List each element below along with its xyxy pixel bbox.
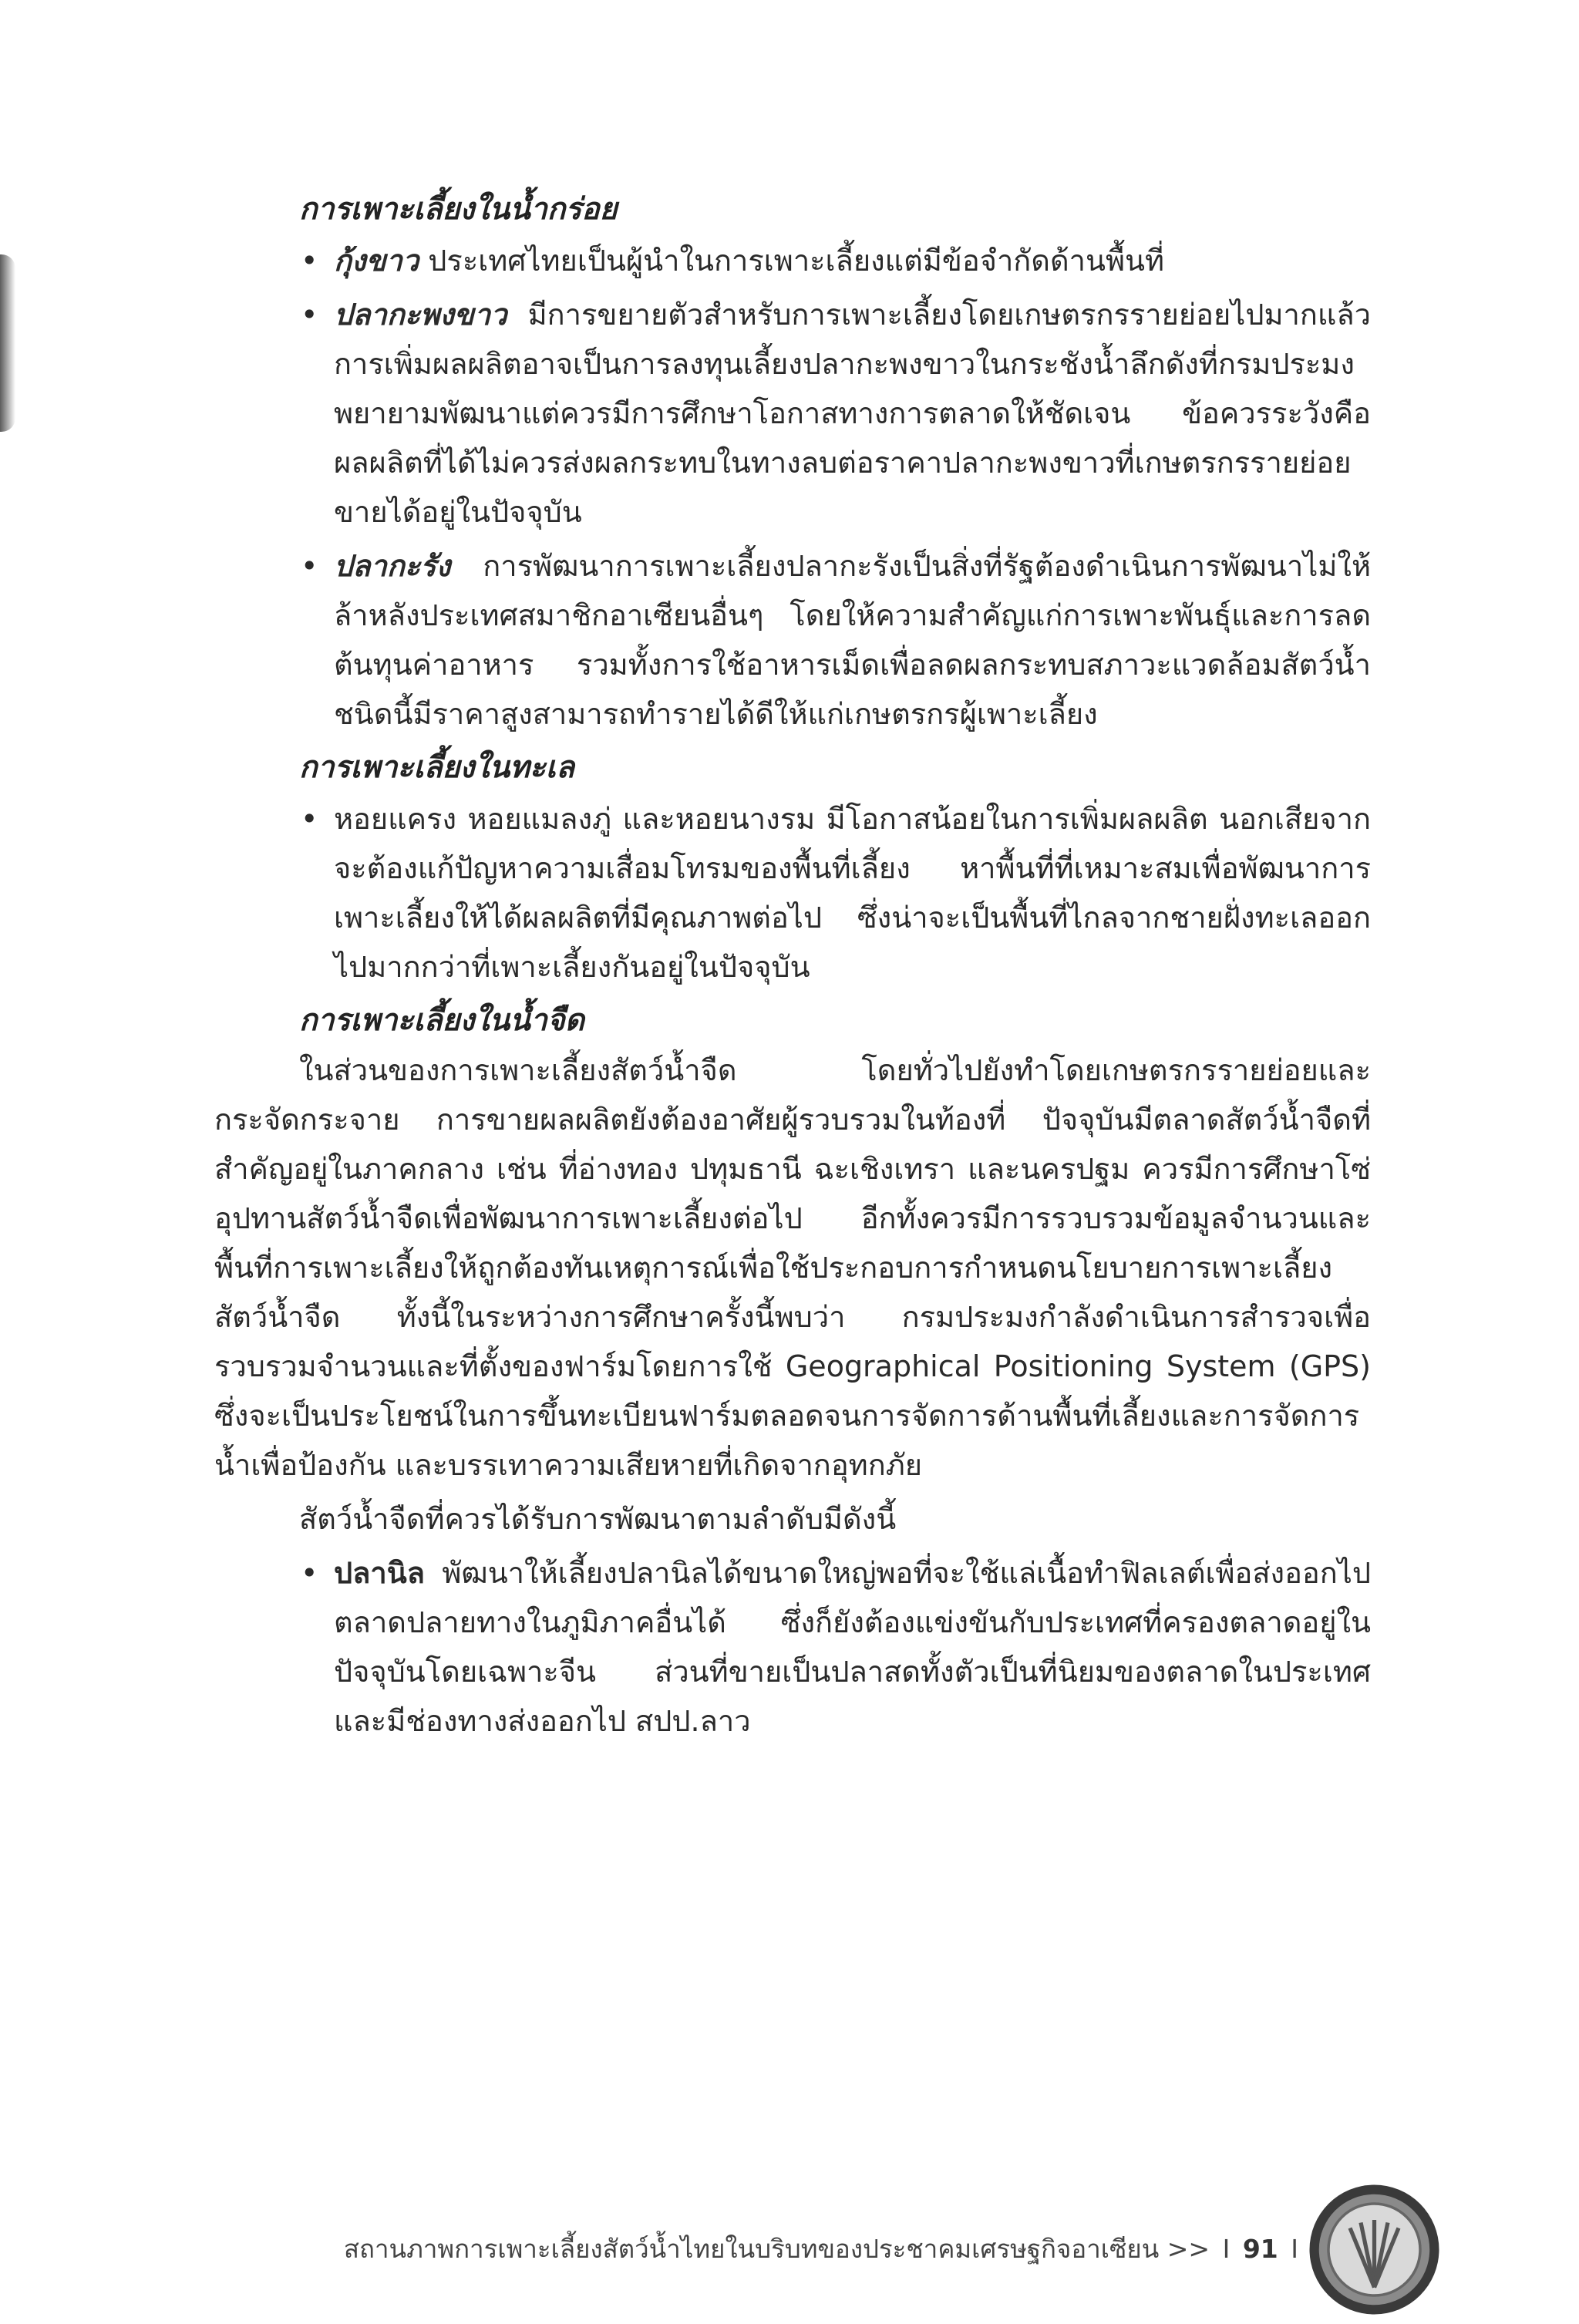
bullet-term: ปลากะพงขาว <box>334 298 507 332</box>
document-body <box>214 185 1371 1750</box>
bullet-term: ปลากะรัง <box>334 549 451 583</box>
bullet-list-brackish <box>214 236 1371 739</box>
footer-separator: I <box>1291 2234 1298 2264</box>
bullet-text: ประเทศไทยเป็นผู้นำในการเพาะเลี้ยงแต่มีข้อจำกัดด้านพื้นที่ <box>419 244 1165 278</box>
bullet-text: หอยแครง หอยแมลงภู่ และหอยนางรม มีโอกาสน้อยในการเพิ่มผลผลิต นอกเสียจากจะต้องแก้ปัญหาความเสื่อมโทรมของพื้นที่เลี้ยง หาพื้นที่ที่เหมาะสมเพื่อพัฒนาการเพาะเลี้ยงให้ได้ผลผลิตที่มีคุณภาพต่อไป ซึ่งน่าจะเป็นพื้นที่ไกลจากชายฝั่งทะเลออกไปมากกว่าที่เพาะเลี้ยงกันอยู่ในปัจจุบัน <box>334 802 1371 984</box>
bullet-list-freshwater <box>214 1548 1371 1746</box>
page-number: 91 <box>1242 2234 1278 2264</box>
section-heading-marine: การเพาะเลี้ยงในทะเล <box>299 750 575 785</box>
section-heading-freshwater: การเพาะเลี้ยงในน้ำจืด <box>299 1003 584 1038</box>
footer-separator: I <box>1222 2234 1231 2264</box>
bullet-text: มีการขยายตัวสำหรับการเพาะเลี้ยงโดยเกษตรกรรายย่อยไปมากแล้ว การเพิ่มผลผลิตอาจเป็นการลงทุนเลี้ยงปลากะพงขาวในกระชังน้ำลึกดังที่กรมประมงพยายามพัฒนาแต่ควรมีการศึกษาโอกาสทางการตลาดให้ชัดเจน ข้อควรระวังคือผลผลิตที่ได้ไม่ควรส่งผลกระทบในทางลบต่อราคาปลากะพงขาวที่เกษตรกรรายย่อยขายได้อยู่ในปัจจุบัน <box>334 298 1371 529</box>
bullet-text: การพัฒนาการเพาะเลี้ยงปลากะรังเป็นสิ่งที่รัฐต้องดำเนินการพัฒนาไม่ให้ล้าหลังประเทศสมาชิกอาเซียนอื่นๆ โดยให้ความสำคัญแก่การเพาะพันธุ์และการลดต้นทุนค่าอาหาร รวมทั้งการใช้อาหารเม็ดเพื่อลดผลกระทบสภาวะแวดล้อมสัตว์น้ำชนิดนี้มีราคาสูงสามารถทำรายได้ดีให้แก่เกษตรกรผู้เพาะเลี้ยง <box>334 549 1371 731</box>
list-item <box>214 794 1371 992</box>
list-item <box>214 541 1371 739</box>
asean-emblem-icon <box>1307 2182 1442 2317</box>
list-item <box>214 290 1371 537</box>
bullet-term: ปลานิล <box>334 1556 426 1590</box>
freshwater-paragraph: ในส่วนของการเพาะเลี้ยงสัตว์น้ำจืด โดยทั่วไปยังทำโดยเกษตรกรรายย่อยและกระจัดกระจาย การขายผลผลิตยังต้องอาศัยผู้รวบรวมในท้องที่ ปัจจุบันมีตลาดสัตว์น้ำจืดที่สำคัญอยู่ในภาคกลาง เช่น ที่อ่างทอง ปทุมธานี ฉะเชิงเทรา และนครปฐม ควรมีการศึกษาโซ่อุปทานสัตว์น้ำจืดเพื่อพัฒนาการเพาะเลี้ยงต่อไป อีกทั้งควรมีการรวบรวมข้อมูลจำนวนและพื้นที่การเพาะเลี้ยงให้ถูกต้องทันเหตุการณ์เพื่อใช้ประกอบการกำหนดนโยบายการเพาะเลี้ยงสัตว์น้ำจืด ทั้งนี้ในระหว่างการศึกษาครั้งนี้พบว่า กรมประมงกำลังดำเนินการสำรวจเพื่อรวบรวมจำนวนและที่ตั้งของฟาร์มโดยการใช้ Geographical Positioning System (GPS) ซึ่งจะเป็นประโยชน์ในการขึ้นทะเบียนฟาร์มตลอดจนการจัดการด้านพื้นที่เลี้ยงและการจัดการน้ำเพื่อป้องกัน และบรรเทาความเสียหายที่เกิดจากอุทกภัย <box>214 1053 1371 1482</box>
section-heading-brackish: การเพาะเลี้ยงในน้ำกร่อย <box>299 192 618 227</box>
page-footer <box>0 2228 1303 2269</box>
freshwater-intro: สัตว์น้ำจืดที่ควรได้รับการพัฒนาตามลำดับมีดังนี้ <box>299 1502 897 1536</box>
bullet-text: พัฒนาให้เลี้ยงปลานิลได้ขนาดใหญ่พอที่จะใช้แล่เนื้อทำฟิลเลต์เพื่อส่งออกไปตลาดปลายทางในภูมิภาคอื่นได้ ซึ่งก็ยังต้องแข่งขันกับประเทศที่ครองตลาดอยู่ในปัจจุบันโดยเฉพาะจีน ส่วนที่ขายเป็นปลาสดทั้งตัวเป็นที่นิยมของตลาดในประเทศ และมีช่องทางส่งออกไป สปป.ลาว <box>334 1556 1371 1738</box>
list-item <box>214 236 1371 285</box>
page-edge-decoration <box>0 254 15 432</box>
list-item <box>214 1548 1371 1746</box>
bullet-term: กุ้งขาว <box>334 244 419 278</box>
footer-book-title: สถานภาพการเพาะเลี้ยงสัตว์น้ำไทยในบริบทของประชาคมเศรษฐกิจอาเซียน >> <box>343 2234 1210 2264</box>
bullet-list-marine <box>214 794 1371 992</box>
